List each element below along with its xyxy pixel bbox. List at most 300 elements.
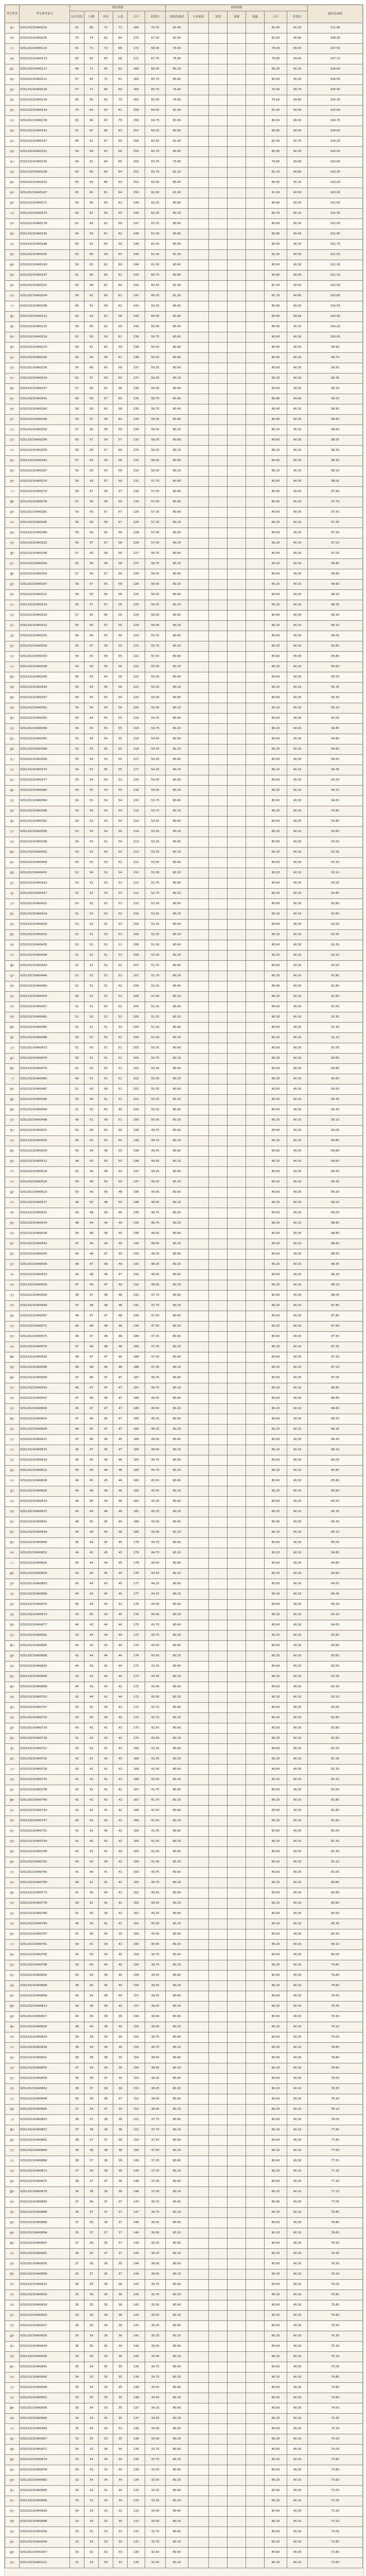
interview-score — [246, 312, 265, 322]
interview-score: 40.30 — [287, 260, 308, 270]
written-score: 62 — [84, 157, 99, 167]
total-score: 77.05 — [308, 2197, 363, 2208]
written-score: 55 — [84, 611, 99, 621]
interview-score: 40.30 — [287, 1167, 308, 1177]
total-score: 88.10 — [308, 1280, 363, 1291]
interview-score: 80.20 — [166, 1734, 188, 1744]
written-score: 200 — [128, 1115, 145, 1126]
table-row — [5, 2455, 363, 2465]
candidate-id: 025120210460765 — [20, 1868, 70, 1878]
written-score: 165 — [128, 1837, 145, 1847]
candidate-id: 025120210460985 — [20, 2486, 70, 2496]
written-score: 230 — [128, 497, 145, 507]
interview-score — [246, 404, 265, 415]
total-score: 85.30 — [308, 1517, 363, 1528]
total-score: 84.05 — [308, 1620, 363, 1631]
interview-score: 80.20 — [265, 1425, 287, 1435]
candidate-id: 025120210460208 — [20, 301, 70, 312]
written-score: 39 — [70, 1940, 84, 1950]
header-interview-group: 面试成绩 — [166, 5, 308, 11]
written-score: 38 — [99, 2125, 113, 2136]
interview-score — [246, 44, 265, 54]
candidate-id: 025120210460178 — [20, 219, 70, 229]
written-score: 51 — [99, 920, 113, 930]
written-score: 48.75 — [145, 1218, 166, 1229]
written-score: 189 — [128, 1332, 145, 1342]
interview-score — [246, 981, 265, 992]
written-score: 168 — [128, 1765, 145, 1775]
interview-score — [209, 693, 228, 703]
interview-score: 80.60 — [166, 1291, 188, 1301]
interview-score — [188, 23, 209, 33]
interview-score: 40.10 — [287, 1342, 308, 1352]
candidate-name: 景* — [5, 1878, 20, 1888]
written-score: 38 — [70, 2115, 84, 2125]
written-score: 156 — [128, 2022, 145, 2032]
interview-score: 81.00 — [166, 250, 188, 260]
interview-score — [209, 981, 228, 992]
candidate-name: 于* — [5, 301, 20, 312]
interview-score — [228, 2269, 246, 2280]
interview-score — [246, 1497, 265, 1507]
written-score: 48 — [113, 1363, 128, 1373]
interview-score — [228, 2074, 246, 2084]
interview-score — [188, 1033, 209, 1043]
interview-score — [246, 167, 265, 178]
interview-score — [188, 1157, 209, 1167]
interview-score — [209, 1919, 228, 1929]
interview-score — [228, 2166, 246, 2177]
interview-score: 80.60 — [166, 1641, 188, 1651]
written-score: 56 — [70, 580, 84, 590]
written-score: 54 — [70, 765, 84, 775]
table-row — [5, 2558, 363, 2568]
table-row — [5, 1857, 363, 1868]
candidate-id: 025120210460263 — [20, 456, 70, 466]
interview-score — [209, 2486, 228, 2496]
written-score: 46 — [113, 1352, 128, 1363]
table-row — [5, 641, 363, 652]
interview-score: 80.60 — [265, 1023, 287, 1033]
interview-score: 40.10 — [287, 806, 308, 817]
candidate-name: 施* — [5, 1095, 20, 1105]
interview-score — [188, 1074, 209, 1084]
interview-score — [246, 322, 265, 332]
interview-score: 80.20 — [265, 1321, 287, 1332]
written-score: 55 — [70, 755, 84, 765]
interview-score — [246, 2372, 265, 2383]
interview-score — [209, 1373, 228, 1383]
written-score: 40 — [84, 2022, 99, 2032]
interview-score: 40.10 — [287, 1198, 308, 1208]
written-score: 35 — [99, 2239, 113, 2249]
written-score: 62 — [99, 95, 113, 106]
written-score: 41 — [84, 1940, 99, 1950]
interview-score: 39.80 — [287, 95, 308, 106]
written-score: 36 — [84, 2239, 99, 2249]
candidate-id: 025120210460740 — [20, 1795, 70, 1806]
interview-score: 40.10 — [287, 1054, 308, 1064]
written-score: 254 — [128, 137, 145, 147]
interview-score — [246, 796, 265, 806]
written-score: 60 — [84, 250, 99, 260]
interview-score — [209, 1414, 228, 1425]
written-score: 50 — [70, 1188, 84, 1198]
total-score: 79.30 — [308, 2012, 363, 2022]
interview-score: 80.20 — [265, 2311, 287, 2321]
interview-score: 80.20 — [166, 209, 188, 219]
interview-score: 80.60 — [265, 2239, 287, 2249]
interview-score — [188, 693, 209, 703]
candidate-id: 025120210460905 — [20, 2259, 70, 2269]
written-score: 157 — [128, 2002, 145, 2012]
table-row — [5, 600, 363, 611]
written-score: 32 — [99, 2517, 113, 2527]
interview-score: 80.20 — [166, 2084, 188, 2094]
interview-score — [188, 2537, 209, 2548]
interview-score: 80.80 — [166, 312, 188, 322]
interview-score — [228, 1033, 246, 1043]
interview-score — [188, 1218, 209, 1229]
candidate-id: 025120210460424 — [20, 909, 70, 920]
table-row — [5, 1239, 363, 1249]
total-score: 92.80 — [308, 899, 363, 909]
candidate-name: 朱* — [5, 157, 20, 167]
interview-score — [228, 487, 246, 497]
written-score: 143 — [128, 2280, 145, 2290]
candidate-name: 毛* — [5, 796, 20, 806]
interview-score: 80.20 — [265, 951, 287, 961]
candidate-name: 庄* — [5, 1435, 20, 1445]
table-row — [5, 1321, 363, 1332]
written-score: 163 — [128, 1878, 145, 1888]
interview-score — [228, 1146, 246, 1157]
written-score: 46 — [113, 1528, 128, 1538]
interview-score: 80.20 — [166, 992, 188, 1002]
interview-score — [188, 167, 209, 178]
written-score: 62 — [113, 270, 128, 281]
interview-score — [228, 2187, 246, 2197]
written-score: 36 — [99, 2290, 113, 2300]
candidate-id: 025120210460578 — [20, 1342, 70, 1352]
written-score: 172 — [128, 1692, 145, 1703]
interview-score: 80.60 — [265, 1311, 287, 1321]
interview-score: 80.60 — [265, 569, 287, 580]
interview-score: 80.20 — [166, 374, 188, 384]
written-score: 228 — [128, 538, 145, 549]
interview-score: 40.30 — [287, 920, 308, 930]
interview-score: 79.40 — [166, 85, 188, 95]
written-score: 212 — [128, 868, 145, 878]
written-score: 36 — [84, 2352, 99, 2362]
written-score: 49 — [84, 1239, 99, 1249]
interview-score — [188, 920, 209, 930]
written-score: 35 — [70, 2362, 84, 2372]
written-score: 37.75 — [145, 2115, 166, 2125]
written-score: 58 — [84, 281, 99, 291]
interview-score — [246, 2002, 265, 2012]
interview-score — [209, 2331, 228, 2342]
interview-score — [188, 1404, 209, 1414]
interview-score: 81.00 — [265, 250, 287, 260]
interview-score — [246, 559, 265, 569]
interview-score: 40.30 — [287, 1909, 308, 1919]
interview-score: 80.60 — [265, 693, 287, 703]
written-score: 53 — [113, 920, 128, 930]
interview-score: 40.10 — [287, 2084, 308, 2094]
interview-score — [246, 1352, 265, 1363]
interview-score — [209, 662, 228, 672]
written-score: 42.25 — [145, 1754, 166, 1765]
interview-score — [228, 1445, 246, 1455]
candidate-id: 025120210460139 — [20, 116, 70, 126]
interview-score: 80.20 — [166, 2228, 188, 2239]
interview-score — [209, 1991, 228, 2002]
interview-score — [246, 538, 265, 549]
written-score: 37 — [113, 2239, 128, 2249]
total-score: 81.80 — [308, 1806, 363, 1816]
interview-score: 40.10 — [287, 786, 308, 796]
written-score: 200 — [128, 1105, 145, 1115]
written-score: 43 — [84, 1641, 99, 1651]
written-score: 50 — [99, 1177, 113, 1188]
written-score: 55 — [99, 580, 113, 590]
interview-score: 80.20 — [166, 446, 188, 456]
interview-score — [209, 1816, 228, 1826]
written-score: 55 — [113, 765, 128, 775]
written-score: 40 — [99, 1826, 113, 1837]
interview-score: 40.30 — [287, 507, 308, 518]
written-score: 173 — [128, 1662, 145, 1672]
written-score: 53.00 — [145, 868, 166, 878]
interview-score: 80.60 — [166, 2012, 188, 2022]
interview-score — [209, 1857, 228, 1868]
candidate-id: 025120210460571 — [20, 1321, 70, 1332]
interview-score — [246, 590, 265, 600]
written-score: 53 — [99, 930, 113, 940]
written-score: 61 — [70, 126, 84, 137]
candidate-id: 025120210460798 — [20, 1960, 70, 1971]
interview-score — [246, 580, 265, 590]
written-score: 52 — [99, 940, 113, 951]
written-score: 33 — [84, 2414, 99, 2424]
interview-score: 80.40 — [265, 353, 287, 363]
interview-score — [228, 714, 246, 724]
total-score: 101.50 — [308, 250, 363, 260]
written-score: 47 — [99, 1280, 113, 1291]
interview-score: 80.60 — [265, 1126, 287, 1136]
candidate-id: 025120210460685 — [20, 1641, 70, 1651]
interview-score: 81.40 — [166, 137, 188, 147]
written-score: 42 — [113, 1816, 128, 1826]
interview-score — [228, 394, 246, 404]
written-score: 49 — [113, 1229, 128, 1239]
candidate-name: 樊* — [5, 1064, 20, 1074]
interview-score: 80.20 — [166, 2476, 188, 2486]
candidate-name: 魏* — [5, 497, 20, 507]
total-score: 78.55 — [308, 2074, 363, 2084]
interview-score: 40.10 — [287, 1610, 308, 1620]
candidate-name: 余* — [5, 538, 20, 549]
interview-score — [209, 1631, 228, 1641]
written-score: 60 — [99, 209, 113, 219]
interview-score — [188, 559, 209, 569]
candidate-id: 025120210460934 — [20, 2342, 70, 2352]
table-row — [5, 611, 363, 621]
interview-score — [246, 497, 265, 507]
candidate-name: 祖* — [5, 2465, 20, 2476]
candidate-name: 祁* — [5, 1507, 20, 1517]
interview-score — [209, 961, 228, 971]
written-score: 55 — [113, 755, 128, 765]
written-score: 185 — [128, 1414, 145, 1425]
interview-score: 80.60 — [166, 1868, 188, 1878]
interview-score — [209, 858, 228, 868]
candidate-name: 叶* — [5, 518, 20, 528]
written-score: 145 — [128, 2249, 145, 2259]
interview-score — [209, 2548, 228, 2558]
table-row — [5, 1816, 363, 1826]
written-score: 51.25 — [145, 1002, 166, 1012]
written-score: 49 — [84, 1146, 99, 1157]
written-score: 63 — [84, 178, 99, 188]
written-score: 37 — [70, 2063, 84, 2074]
interview-score — [246, 1878, 265, 1888]
interview-score: 40.30 — [287, 2445, 308, 2455]
interview-score: 80.60 — [265, 2053, 287, 2063]
interview-score: 78.80 — [166, 54, 188, 64]
interview-score — [209, 1703, 228, 1713]
interview-score — [188, 1631, 209, 1641]
interview-score — [188, 497, 209, 507]
interview-score: 80.20 — [166, 1672, 188, 1682]
interview-score: 79.80 — [166, 157, 188, 167]
written-score: 51 — [84, 1115, 99, 1126]
written-score: 52 — [84, 848, 99, 858]
interview-score — [228, 1115, 246, 1126]
written-score: 64 — [84, 75, 99, 85]
written-score: 52.75 — [145, 878, 166, 889]
interview-score: 80.60 — [166, 940, 188, 951]
interview-score — [246, 1157, 265, 1167]
written-score: 50 — [113, 1023, 128, 1033]
interview-score: 80.20 — [265, 1115, 287, 1126]
interview-score — [188, 116, 209, 126]
total-score: 72.85 — [308, 2537, 363, 2548]
interview-score — [188, 837, 209, 848]
written-score: 216 — [128, 786, 145, 796]
candidate-id: 025120210461007 — [20, 2548, 70, 2558]
interview-score — [228, 198, 246, 209]
interview-score: 80.20 — [166, 64, 188, 75]
interview-score: 80.60 — [265, 1765, 287, 1775]
written-score: 210 — [128, 899, 145, 909]
written-score: 54.25 — [145, 765, 166, 775]
total-score: 77.80 — [308, 2136, 363, 2146]
interview-score: 40.10 — [287, 1321, 308, 1332]
interview-score: 40.10 — [287, 559, 308, 569]
written-score: 52 — [113, 981, 128, 992]
written-score: 171 — [128, 1703, 145, 1713]
interview-score: 40.10 — [287, 2146, 308, 2156]
interview-score: 40.10 — [287, 1445, 308, 1455]
table-row — [5, 909, 363, 920]
table-row — [5, 374, 363, 384]
written-score: 51 — [84, 961, 99, 971]
candidate-id: 025120210460622 — [20, 1466, 70, 1476]
interview-score — [246, 1043, 265, 1054]
candidate-name: 那* — [5, 2476, 20, 2486]
table-row — [5, 1043, 363, 1054]
interview-score — [188, 662, 209, 672]
candidate-name: 梁* — [5, 229, 20, 240]
candidate-name: 须* — [5, 2414, 20, 2424]
written-score: 40.50 — [145, 1888, 166, 1899]
total-score: 73.55 — [308, 2486, 363, 2496]
written-score: 46.75 — [145, 1383, 166, 1394]
candidate-name: 舒* — [5, 1528, 20, 1538]
interview-score: 80.20 — [166, 2558, 188, 2568]
interview-score — [188, 806, 209, 817]
interview-score: 80.60 — [166, 1455, 188, 1466]
interview-score: 39.70 — [287, 85, 308, 95]
interview-score — [228, 2300, 246, 2311]
interview-score — [209, 384, 228, 394]
interview-score — [188, 435, 209, 446]
interview-score — [228, 1538, 246, 1548]
written-score: 32 — [84, 2496, 99, 2506]
total-score: 100.55 — [308, 301, 363, 312]
written-score: 173 — [128, 1672, 145, 1682]
written-score: 36 — [70, 2321, 84, 2331]
interview-score — [228, 1476, 246, 1486]
table-row — [5, 1023, 363, 1033]
written-score: 55.75 — [145, 641, 166, 652]
written-score: 43.50 — [145, 1651, 166, 1662]
interview-score — [246, 1960, 265, 1971]
interview-score — [188, 2517, 209, 2527]
written-score: 234 — [128, 415, 145, 425]
candidate-name: 董* — [5, 312, 20, 322]
interview-score — [209, 940, 228, 951]
table-row — [5, 507, 363, 518]
written-score: 47 — [70, 1342, 84, 1352]
written-score: 47 — [99, 1404, 113, 1414]
interview-score — [246, 95, 265, 106]
header-written-col: 行测 — [84, 11, 99, 23]
interview-score — [188, 775, 209, 786]
written-score: 147 — [128, 2197, 145, 2208]
interview-score: 80.60 — [265, 147, 287, 157]
written-score: 64.25 — [145, 126, 166, 137]
interview-score: 80.20 — [265, 848, 287, 858]
candidate-id: 025120210460399 — [20, 837, 70, 848]
interview-score: 80.60 — [166, 456, 188, 466]
candidate-id: 025120210460450 — [20, 981, 70, 992]
table-row — [5, 2352, 363, 2362]
written-score: 205 — [128, 1012, 145, 1023]
candidate-id: 025120210460769 — [20, 1878, 70, 1888]
table-row — [5, 1363, 363, 1373]
interview-score: 80.60 — [265, 2321, 287, 2331]
interview-score — [209, 868, 228, 878]
written-score: 43 — [99, 1641, 113, 1651]
interview-score: 40.10 — [287, 2496, 308, 2506]
written-score: 55 — [99, 744, 113, 755]
table-row — [5, 1785, 363, 1795]
interview-score: 40.30 — [287, 147, 308, 157]
written-score: 65 — [99, 240, 113, 250]
